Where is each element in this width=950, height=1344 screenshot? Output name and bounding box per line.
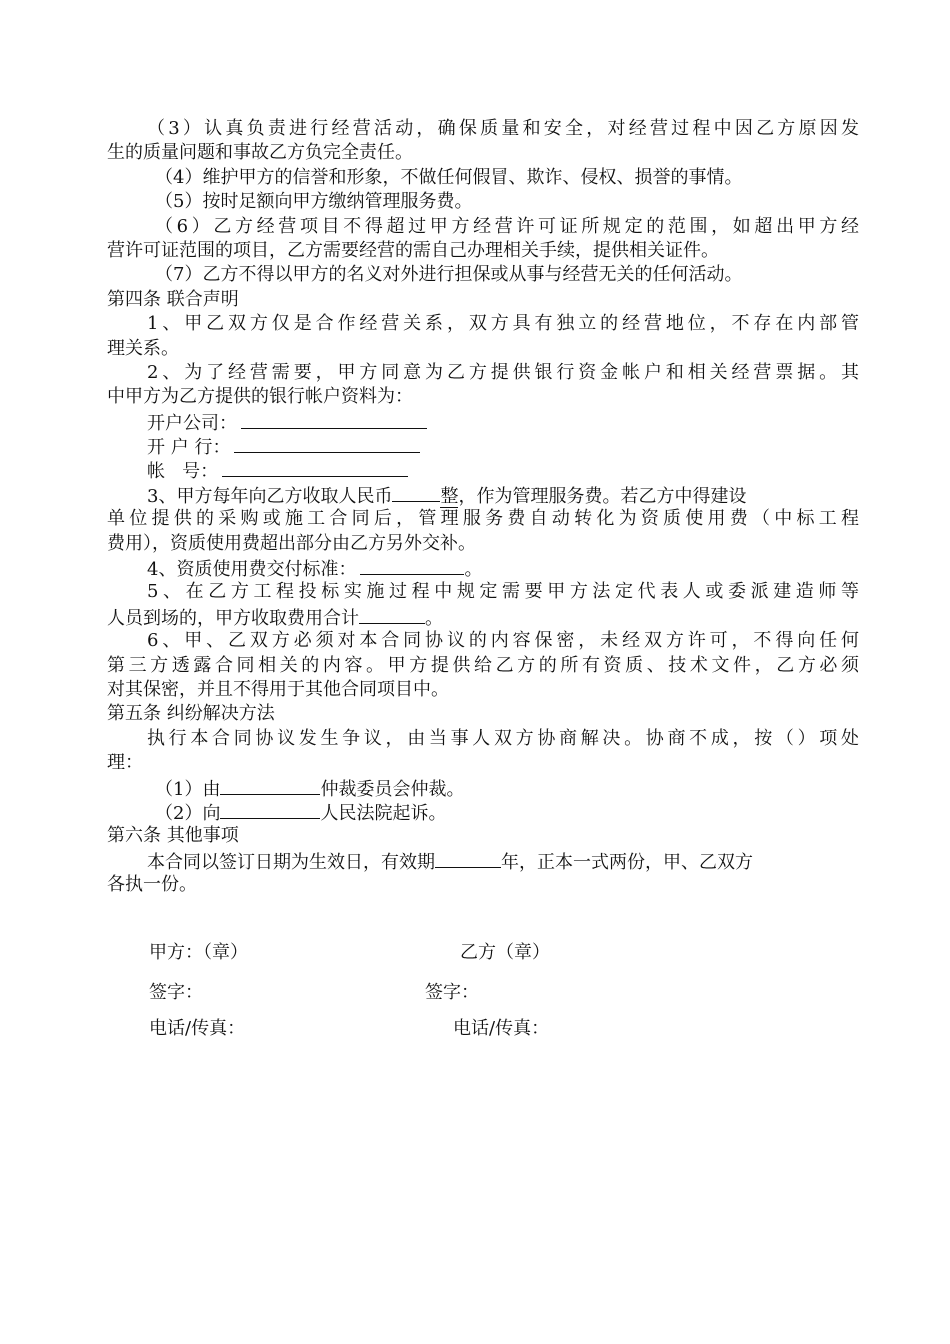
clause-4-4-text: 4、资质使用费交付标准： [147, 559, 357, 581]
party-a-phone-fax: 电话/传真： [149, 1018, 246, 1039]
clause-4-6-line-1: 6、甲、乙双方必须对本合同协议的内容保密，未经双方许可，不得向任何 [147, 630, 859, 652]
party-b-seal: 乙方（章） [460, 942, 550, 963]
clause-3-3-line-2: 生的质量问题和事故乙方负完全责任。 [107, 142, 413, 164]
clause-4-3-line-1 [107, 483, 859, 507]
clause-6-text-a: 本合同以签订日期为生效日，有效期 [147, 851, 435, 873]
section-5-heading: 第五条 纠纷解决方法 [107, 703, 275, 725]
clause-6-text-b: 年，正本一式两份，甲、乙双方 [501, 851, 753, 873]
clause-4-5-line-1: 5、在乙方工程投标实施过程中规定需要甲方法定代表人或委派建造师等 [147, 581, 859, 603]
clause-4-1-line-1: 1、甲乙双方仅是合作经营关系，双方具有独立的经营地位，不存在内部管 [147, 313, 859, 335]
clause-5-1 [107, 776, 859, 800]
clause-5-line-2: 理： [107, 752, 143, 774]
bank-company-row [107, 410, 859, 434]
bank-name-blank [234, 434, 420, 453]
clause-5-1-text-a: （1）由 [155, 778, 221, 800]
clause-3-5: （5）按时足额向甲方缴纳管理服务费。 [155, 191, 473, 213]
clause-5-2-text-a: （2）向 [155, 802, 221, 824]
clause-4-2-line-2: 中甲方为乙方提供的银行帐户资料为： [107, 386, 413, 408]
clause-4-1-line-2: 理关系。 [107, 337, 179, 359]
section-6-heading: 第六条 其他事项 [107, 825, 239, 847]
arbitration-blank [220, 776, 320, 795]
party-b-signature: 签字： [425, 982, 479, 1003]
clause-5-2-text-b: 人民法院起诉。 [320, 802, 447, 824]
account-label: 帐 号： [147, 461, 219, 483]
section-4-heading: 第四条 联合声明 [107, 288, 239, 310]
clause-4-4 [107, 556, 859, 580]
clause-4-4-period: 。 [464, 559, 483, 581]
clause-4-3-text-b: ，作为管理服务费。若乙方中得建设 [458, 485, 747, 507]
clause-6-line-1 [107, 849, 859, 873]
clause-4-5-line-2 [107, 605, 859, 629]
court-blank [220, 800, 320, 819]
clause-4-6-line-2: 第三方透露合同相关的内容。甲方提供给乙方的所有资质、技术文件，乙方必须 [107, 654, 859, 676]
clause-5-2 [107, 800, 859, 824]
clause-3-6-line-2: 营许可证范围的项目，乙方需要经营的需自己办理相关手续，提供相关证件。 [107, 239, 719, 261]
bank-company-blank [241, 410, 427, 429]
clause-6-line-2: 各执一份。 [107, 874, 197, 896]
clause-4-6-line-3: 对其保密，并且不得用于其他合同项目中。 [107, 678, 449, 700]
party-b-phone-fax: 电话/传真： [453, 1018, 550, 1039]
clause-4-3-line-3: 费用），资质使用费超出部分由乙方另外交补。 [107, 532, 476, 554]
bank-name-row [107, 434, 859, 458]
clause-5-1-text-b: 仲裁委员会仲裁。 [320, 778, 465, 800]
clause-3-3-line-1: （3）认真负责进行经营活动，确保质量和安全，对经营过程中因乙方原因发 [147, 118, 859, 139]
standard-blank [360, 556, 464, 575]
clause-3-7: （7）乙方不得以甲方的名义对外进行担保或从事与经营无关的任何活动。 [155, 264, 743, 286]
party-a-seal: 甲方：（章） [149, 942, 248, 963]
bank-name-label: 开 户 行： [147, 437, 231, 459]
account-blank [222, 458, 408, 477]
fee-amount-blank [392, 483, 440, 502]
clause-3-4: （4）维护甲方的信誉和形象，不做任何假冒、欺诈、侵权、损誉的事情。 [155, 166, 743, 188]
clause-4-5-period: 。 [425, 607, 443, 629]
clause-4-5-text: 人员到场的，甲方收取费用合计 [107, 607, 359, 629]
fee-amount-unit: 整 [440, 485, 459, 507]
clause-4-2-line-1: 2、为了经营需要，甲方同意为乙方提供银行资金帐户和相关经营票据。其 [147, 361, 859, 383]
clause-4-3-text-a: 3、甲方每年向乙方收取人民币 [147, 485, 393, 507]
account-row [107, 458, 859, 482]
clause-4-3-line-2: 单位提供的采购或施工合同后，管理服务费自动转化为资质使用费（中标工程 [107, 508, 859, 530]
clause-3-6-line-1: （6）乙方经营项目不得超过甲方经营许可证所规定的范围，如超出甲方经 [155, 215, 859, 237]
fee-total-blank [359, 605, 425, 624]
validity-blank [435, 849, 501, 868]
contract-body [107, 117, 859, 898]
clause-5-line-1: 执行本合同协议发生争议，由当事人双方协商解决。协商不成，按（）项处 [147, 727, 859, 749]
bank-company-label: 开户公司： [147, 412, 237, 434]
party-a-signature: 签字： [149, 982, 203, 1003]
